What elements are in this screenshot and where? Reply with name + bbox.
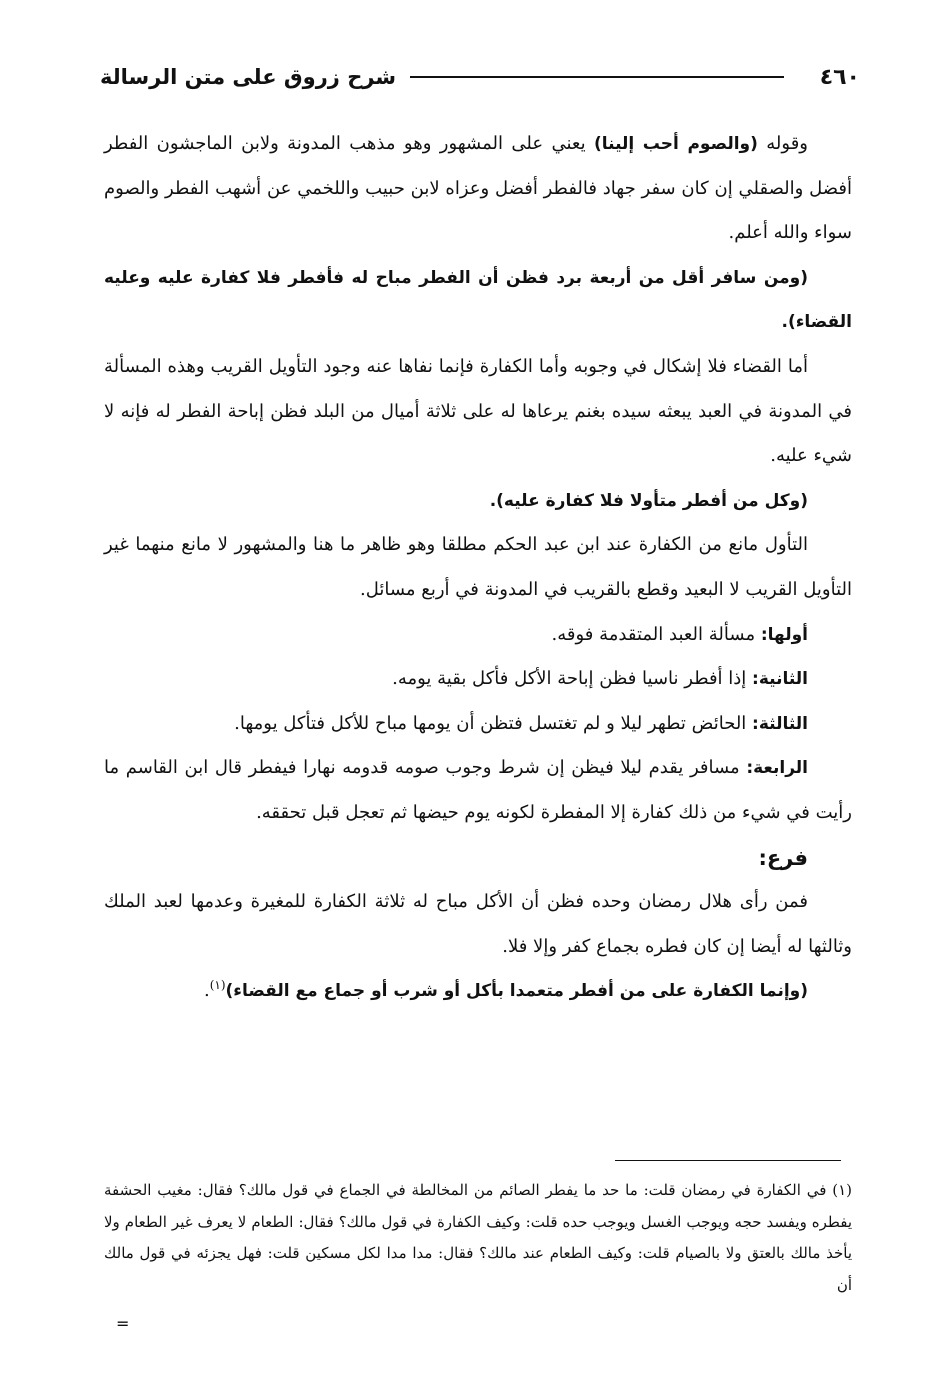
list-item-4-label: الرابعة: <box>746 758 809 779</box>
list-item-1 <box>104 613 852 658</box>
header-rule <box>410 76 784 78</box>
main-text <box>104 122 852 1014</box>
list-item-3-text: الحائض تطهر ليلا و لم تغتسل فتظن أن يومها مباح للأكل فتأكل يومها. <box>234 712 753 734</box>
paragraph-1-quote: (والصوم أحب إلينا) <box>593 134 758 154</box>
list-item-4 <box>104 746 852 835</box>
list-item-2 <box>104 657 852 702</box>
list-item-2-label: الثانية: <box>752 669 808 690</box>
paragraph-4-quote: (وكل من أفطر متأولا فلا كفارة عليه). <box>489 490 808 511</box>
list-item-3 <box>104 702 852 747</box>
running-title: شرح زروق على متن الرسالة <box>100 65 397 89</box>
subheading: فرع: <box>758 845 808 870</box>
list-item-1-label: أولها: <box>760 624 808 645</box>
page-number: ٤٦٠ <box>819 64 860 90</box>
paragraph-7 <box>104 969 852 1014</box>
list-item-2-text: إذا أفطر ناسيا فظن إباحة الأكل فأكل بقية يومه. <box>392 668 753 690</box>
paragraph-7-quote: (وإنما الكفارة على من أفطر متعمدا بأكل أو شرب أو جماع مع القضاء) <box>225 981 808 1002</box>
paragraph-1-pre: وقوله <box>757 133 809 154</box>
paragraph-2-quote: (ومن سافر أقل من أربعة برد فظن أن الفطر مباح له فأفطر فلا كفارة عليه وعليه القضاء). <box>104 267 852 333</box>
list-item-3-label: الثالثة: <box>752 713 808 734</box>
footnote-rule <box>615 1160 841 1161</box>
paragraph-7-end: . <box>203 980 210 1002</box>
paragraph-5: التأول مانع من الكفارة عند ابن عبد الحكم مطلقا وهو ظاهر ما هنا والمشهور لا مانع منهما غير التأويل القريب لا البعيد وقطع بالقريب في المدونة في أربع مسائل. <box>104 534 852 600</box>
list-item-1-text: مسألة العبد المتقدمة فوقه. <box>551 623 761 645</box>
paragraph-6: فمن رأى هلال رمضان وحده فظن أن الأكل مباح له ثلاثة الكفارة للمغيرة وعدمها لعبد الملك وثالثها له أيضا إن كان فطره بجماع كفر وإلا فلا. <box>104 891 852 957</box>
paragraph-1 <box>104 122 852 256</box>
continuation-mark: = <box>116 1314 130 1333</box>
footnote-reference[interactable]: (١) <box>209 978 226 993</box>
paragraph-1-post: يعني على المشهور وهو مذهب المدونة ولابن الماجشون الفطر أفضل والصقلي إن كان سفر جهاد فالفطر أفضل وعزاه لابن حبيب واللخمي عن أشهب الفطر والصوم سواء والله أعلم. <box>104 133 852 244</box>
list-item-4-text: مسافر يقدم ليلا فيظن إن شرط وجوب صومه قدومه نهارا فيفطر قال ابن القاسم ما رأيت في شيء من ذلك كفارة إلا المفطرة لكونه يوم حيضها ثم تعجل قبل تحققه. <box>104 757 852 823</box>
paragraph-3: أما القضاء فلا إشكال في وجوبه وأما الكفارة فإنما نفاها عنه وجود التأويل القريب وهذه المسألة في المدونة في العبد يبعثه سيده بغنم يرعاها له على ثلاثة أميال من البلد فظن إباحة الفطر له فإنه لا شيء عليه. <box>104 355 852 467</box>
footnotes <box>104 1175 852 1301</box>
page-header <box>100 54 860 100</box>
footnote-1: (١) في الكفارة في رمضان قلت: ما حد ما يفطر الصائم من المخالطة في الجماع في قول مالك؟ فقال: مغيب الحشفة يفطره ويفسد حجه ويوجب الغسل ويوجب حده قلت: وكيف الكفارة في قول مالك؟ فقال: الطعام لا يعرف غير الطعام ولا يأخذ مالك بالعتق ولا بالصيام قلت: وكيف الطعام عند مالك؟ فقال: مدا مدا لكل مسكين قلت: فهل يجزئه في قول مالك أن <box>104 1181 852 1294</box>
